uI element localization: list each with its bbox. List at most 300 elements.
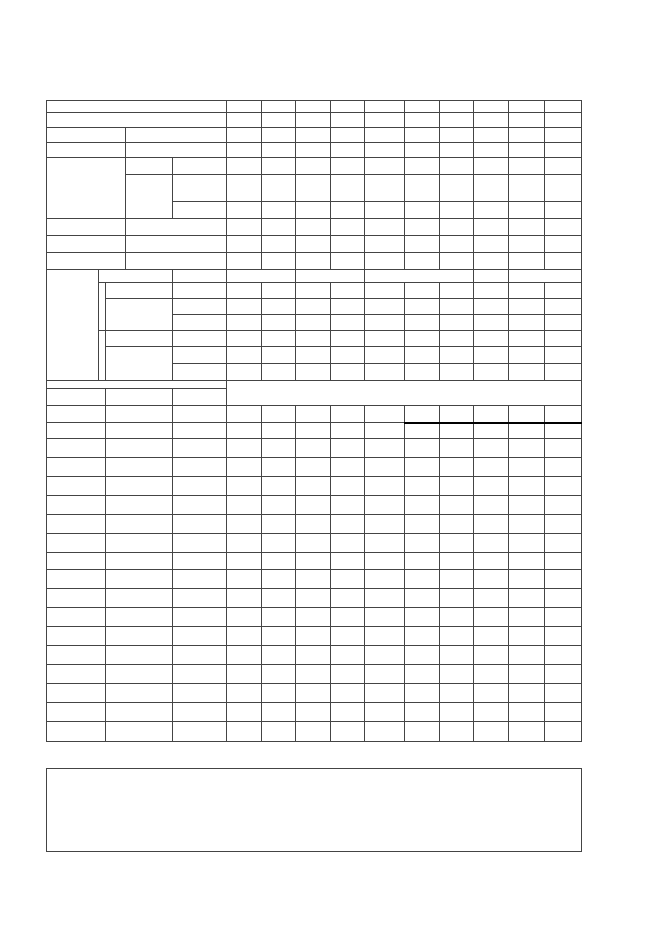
value-cell bbox=[474, 253, 509, 270]
value-cell bbox=[261, 423, 296, 439]
value-cell bbox=[545, 458, 582, 477]
value-cell bbox=[261, 143, 296, 158]
length-max bbox=[173, 646, 227, 665]
length-nominal bbox=[47, 439, 106, 458]
value-cell bbox=[474, 439, 509, 458]
value-cell bbox=[439, 299, 474, 315]
length-nominal bbox=[47, 684, 106, 703]
value-cell bbox=[545, 158, 582, 175]
value-cell bbox=[296, 202, 331, 219]
value-cell bbox=[508, 553, 545, 570]
value-cell bbox=[261, 570, 296, 589]
value-cell bbox=[545, 496, 582, 515]
mass-header bbox=[227, 381, 582, 406]
value-cell bbox=[330, 646, 365, 665]
value-cell bbox=[227, 253, 262, 270]
value-cell bbox=[545, 477, 582, 496]
value-cell bbox=[508, 477, 545, 496]
value-cell bbox=[296, 331, 331, 347]
value-cell bbox=[365, 703, 405, 722]
value-cell bbox=[365, 406, 405, 423]
value-cell bbox=[261, 496, 296, 515]
value-cell bbox=[365, 534, 405, 553]
value-cell bbox=[474, 315, 509, 331]
value-cell bbox=[296, 722, 331, 742]
value-cell bbox=[261, 175, 296, 202]
value-cell bbox=[365, 589, 405, 608]
value-cell bbox=[227, 299, 262, 315]
value-cell bbox=[474, 175, 509, 202]
value-cell bbox=[261, 608, 296, 627]
length-max bbox=[173, 703, 227, 722]
value-cell bbox=[296, 458, 331, 477]
value-cell bbox=[227, 534, 262, 553]
value-cell bbox=[227, 315, 262, 331]
value-cell bbox=[330, 423, 365, 439]
length-nominal bbox=[47, 515, 106, 534]
b-label bbox=[47, 143, 126, 158]
dimensions-table bbox=[46, 100, 582, 742]
value-cell bbox=[365, 553, 405, 570]
size-header bbox=[508, 101, 545, 113]
value-cell bbox=[474, 113, 509, 128]
value-cell bbox=[296, 406, 331, 423]
value-cell bbox=[227, 158, 262, 175]
value-cell bbox=[404, 158, 439, 175]
value-cell bbox=[296, 128, 331, 143]
value-cell bbox=[545, 143, 582, 158]
length-nominal bbox=[47, 458, 106, 477]
value-cell bbox=[439, 143, 474, 158]
value-cell bbox=[365, 143, 405, 158]
length-min bbox=[105, 496, 172, 515]
depth-label bbox=[105, 299, 172, 331]
value-cell bbox=[261, 202, 296, 219]
length-min bbox=[105, 553, 172, 570]
value-cell bbox=[365, 283, 405, 299]
value-cell bbox=[227, 219, 262, 236]
length-min bbox=[105, 406, 172, 423]
value-cell bbox=[404, 175, 439, 202]
value-cell bbox=[296, 219, 331, 236]
length-max bbox=[173, 534, 227, 553]
value-cell bbox=[404, 589, 439, 608]
value-cell bbox=[545, 423, 582, 439]
value-cell bbox=[330, 665, 365, 684]
value-cell bbox=[508, 589, 545, 608]
notes-section bbox=[46, 768, 582, 852]
length-nominal bbox=[47, 627, 106, 646]
value-cell bbox=[330, 113, 365, 128]
value-cell bbox=[296, 684, 331, 703]
value-cell bbox=[508, 364, 545, 381]
value-cell bbox=[508, 253, 545, 270]
value-cell bbox=[296, 646, 331, 665]
value-cell bbox=[365, 722, 405, 742]
pitch-label bbox=[47, 113, 227, 128]
value-cell bbox=[439, 570, 474, 589]
value-cell bbox=[474, 202, 509, 219]
value-cell bbox=[330, 158, 365, 175]
value-cell bbox=[439, 347, 474, 364]
value-cell bbox=[545, 570, 582, 589]
value-cell bbox=[296, 439, 331, 458]
value-cell bbox=[508, 299, 545, 315]
value-cell bbox=[227, 722, 262, 742]
value-cell bbox=[261, 646, 296, 665]
value-cell bbox=[439, 722, 474, 742]
value-cell bbox=[474, 347, 509, 364]
value-cell bbox=[261, 364, 296, 381]
value-cell bbox=[404, 439, 439, 458]
length-max bbox=[173, 684, 227, 703]
length-nominal bbox=[47, 646, 106, 665]
slot-number bbox=[296, 270, 365, 283]
value-cell bbox=[508, 219, 545, 236]
size-header bbox=[330, 101, 365, 113]
value-cell bbox=[227, 236, 262, 253]
value-cell bbox=[404, 477, 439, 496]
value-cell bbox=[404, 722, 439, 742]
value-cell bbox=[404, 627, 439, 646]
value-cell bbox=[330, 589, 365, 608]
value-cell bbox=[404, 283, 439, 299]
value-cell bbox=[296, 113, 331, 128]
value-cell bbox=[439, 202, 474, 219]
length-max bbox=[173, 458, 227, 477]
value-cell bbox=[296, 534, 331, 553]
value-cell bbox=[227, 477, 262, 496]
value-cell bbox=[439, 219, 474, 236]
value-cell bbox=[474, 219, 509, 236]
value-cell bbox=[227, 570, 262, 589]
value-cell bbox=[474, 703, 509, 722]
value-cell bbox=[330, 175, 365, 202]
value-cell bbox=[474, 722, 509, 742]
value-cell bbox=[296, 608, 331, 627]
length-min bbox=[105, 703, 172, 722]
value-cell bbox=[261, 236, 296, 253]
dk-label bbox=[47, 158, 126, 219]
value-cell bbox=[227, 175, 262, 202]
value-cell bbox=[261, 553, 296, 570]
value-cell bbox=[227, 202, 262, 219]
value-cell bbox=[227, 553, 262, 570]
value-cell bbox=[439, 406, 474, 423]
value-cell bbox=[365, 684, 405, 703]
value-cell bbox=[439, 515, 474, 534]
value-cell bbox=[296, 665, 331, 684]
value-cell bbox=[227, 496, 262, 515]
value-cell bbox=[261, 406, 296, 423]
value-cell bbox=[439, 477, 474, 496]
value-cell bbox=[474, 128, 509, 143]
length-nominal bbox=[47, 722, 106, 742]
length-min bbox=[105, 589, 172, 608]
value-cell bbox=[404, 458, 439, 477]
value-cell bbox=[508, 283, 545, 299]
value-cell bbox=[261, 534, 296, 553]
value-cell bbox=[404, 684, 439, 703]
value-cell bbox=[330, 534, 365, 553]
value-cell bbox=[474, 364, 509, 381]
value-cell bbox=[296, 589, 331, 608]
value-cell bbox=[545, 703, 582, 722]
length-nominal bbox=[47, 703, 106, 722]
length-label bbox=[47, 381, 227, 389]
slot-number bbox=[508, 270, 581, 283]
value-cell bbox=[545, 299, 582, 315]
value-cell bbox=[330, 202, 365, 219]
value-cell bbox=[439, 128, 474, 143]
value-cell bbox=[439, 439, 474, 458]
value-cell bbox=[508, 236, 545, 253]
length-nominal bbox=[47, 665, 106, 684]
slot-number bbox=[474, 270, 509, 283]
value-cell bbox=[365, 608, 405, 627]
value-cell bbox=[227, 608, 262, 627]
length-max bbox=[173, 665, 227, 684]
value-cell bbox=[296, 496, 331, 515]
value-cell bbox=[365, 202, 405, 219]
value-cell bbox=[474, 406, 509, 423]
length-min bbox=[105, 646, 172, 665]
value-cell bbox=[365, 158, 405, 175]
value-cell bbox=[545, 331, 582, 347]
value-cell bbox=[261, 158, 296, 175]
length-nominal bbox=[47, 553, 106, 570]
value-cell bbox=[474, 477, 509, 496]
size-header bbox=[365, 101, 405, 113]
sprav-label bbox=[173, 283, 227, 299]
value-cell bbox=[474, 534, 509, 553]
value-cell bbox=[330, 364, 365, 381]
value-cell bbox=[261, 113, 296, 128]
value-cell bbox=[365, 347, 405, 364]
value-cell bbox=[227, 684, 262, 703]
value-cell bbox=[508, 665, 545, 684]
value-cell bbox=[439, 158, 474, 175]
value-cell bbox=[404, 143, 439, 158]
value-cell bbox=[404, 570, 439, 589]
value-cell bbox=[296, 158, 331, 175]
value-cell bbox=[330, 347, 365, 364]
length-nominal bbox=[47, 589, 106, 608]
value-cell bbox=[404, 496, 439, 515]
length-max bbox=[173, 477, 227, 496]
value-cell bbox=[330, 608, 365, 627]
b-condition bbox=[126, 143, 227, 158]
value-cell bbox=[227, 347, 262, 364]
value-cell bbox=[508, 113, 545, 128]
value-cell bbox=[261, 477, 296, 496]
value-cell bbox=[545, 589, 582, 608]
length-nominal bbox=[47, 477, 106, 496]
slot-number-header bbox=[173, 270, 227, 283]
value-cell bbox=[227, 589, 262, 608]
value-cell bbox=[365, 364, 405, 381]
value-cell bbox=[439, 175, 474, 202]
value-cell bbox=[545, 684, 582, 703]
value-cell bbox=[365, 439, 405, 458]
value-cell bbox=[404, 364, 439, 381]
min-label bbox=[173, 315, 227, 331]
value-cell bbox=[404, 299, 439, 315]
k-label bbox=[47, 219, 126, 236]
dk-teor bbox=[126, 158, 173, 175]
value-cell bbox=[474, 299, 509, 315]
length-nominal bbox=[47, 423, 106, 439]
value-cell bbox=[508, 143, 545, 158]
value-cell bbox=[261, 347, 296, 364]
value-cell bbox=[545, 665, 582, 684]
value-cell bbox=[439, 703, 474, 722]
value-cell bbox=[330, 143, 365, 158]
value-cell bbox=[365, 113, 405, 128]
value-cell bbox=[365, 315, 405, 331]
value-cell bbox=[261, 515, 296, 534]
value-cell bbox=[404, 331, 439, 347]
value-cell bbox=[227, 458, 262, 477]
dk-fakt-condition-min bbox=[173, 202, 227, 219]
value-cell bbox=[404, 128, 439, 143]
length-min bbox=[105, 665, 172, 684]
length-min bbox=[105, 515, 172, 534]
value-cell bbox=[261, 331, 296, 347]
value-cell bbox=[227, 515, 262, 534]
length-min bbox=[105, 439, 172, 458]
value-cell bbox=[227, 665, 262, 684]
value-cell bbox=[404, 253, 439, 270]
value-cell bbox=[545, 202, 582, 219]
value-cell bbox=[330, 515, 365, 534]
value-cell bbox=[474, 236, 509, 253]
value-cell bbox=[439, 496, 474, 515]
value-cell bbox=[474, 570, 509, 589]
size-header bbox=[227, 101, 262, 113]
length-max bbox=[173, 608, 227, 627]
value-cell bbox=[545, 315, 582, 331]
value-cell bbox=[296, 364, 331, 381]
value-cell bbox=[296, 236, 331, 253]
value-cell bbox=[296, 515, 331, 534]
x-condition bbox=[126, 253, 227, 270]
length-min bbox=[105, 570, 172, 589]
slot-number bbox=[227, 270, 296, 283]
value-cell bbox=[330, 627, 365, 646]
thread-header bbox=[47, 101, 227, 113]
value-cell bbox=[261, 315, 296, 331]
min-header bbox=[105, 389, 172, 406]
size-header bbox=[261, 101, 296, 113]
value-cell bbox=[508, 570, 545, 589]
value-cell bbox=[439, 684, 474, 703]
value-cell bbox=[545, 608, 582, 627]
value-cell bbox=[439, 608, 474, 627]
x-label bbox=[47, 253, 126, 270]
value-cell bbox=[545, 253, 582, 270]
value-cell bbox=[296, 477, 331, 496]
value-cell bbox=[296, 283, 331, 299]
dk-fakt bbox=[126, 175, 173, 219]
value-cell bbox=[330, 439, 365, 458]
value-cell bbox=[365, 219, 405, 236]
value-cell bbox=[261, 439, 296, 458]
length-nominal bbox=[47, 406, 106, 423]
length-nominal bbox=[47, 570, 106, 589]
value-cell bbox=[404, 534, 439, 553]
value-cell bbox=[474, 158, 509, 175]
value-cell bbox=[296, 570, 331, 589]
length-min bbox=[105, 534, 172, 553]
value-cell bbox=[365, 570, 405, 589]
value-cell bbox=[508, 158, 545, 175]
value-cell bbox=[365, 253, 405, 270]
value-cell bbox=[330, 477, 365, 496]
value-cell bbox=[261, 627, 296, 646]
min-label bbox=[173, 364, 227, 381]
value-cell bbox=[365, 175, 405, 202]
value-cell bbox=[330, 283, 365, 299]
size-header bbox=[439, 101, 474, 113]
k-condition bbox=[126, 219, 227, 236]
value-cell bbox=[296, 703, 331, 722]
length-min bbox=[105, 722, 172, 742]
value-cell bbox=[261, 458, 296, 477]
value-cell bbox=[474, 684, 509, 703]
value-cell bbox=[508, 722, 545, 742]
length-max bbox=[173, 515, 227, 534]
value-cell bbox=[474, 496, 509, 515]
value-cell bbox=[439, 423, 474, 439]
value-cell bbox=[296, 423, 331, 439]
value-cell bbox=[296, 175, 331, 202]
value-cell bbox=[330, 703, 365, 722]
value-cell bbox=[404, 219, 439, 236]
value-cell bbox=[330, 128, 365, 143]
value-cell bbox=[508, 534, 545, 553]
value-cell bbox=[365, 496, 405, 515]
value-cell bbox=[261, 722, 296, 742]
value-cell bbox=[545, 553, 582, 570]
value-cell bbox=[227, 406, 262, 423]
value-cell bbox=[330, 331, 365, 347]
length-min bbox=[105, 627, 172, 646]
value-cell bbox=[365, 515, 405, 534]
value-cell bbox=[261, 253, 296, 270]
value-cell bbox=[508, 315, 545, 331]
value-cell bbox=[545, 406, 582, 423]
length-max bbox=[173, 627, 227, 646]
value-cell bbox=[404, 315, 439, 331]
length-max bbox=[173, 406, 227, 423]
value-cell bbox=[545, 515, 582, 534]
value-cell bbox=[365, 627, 405, 646]
m-label bbox=[105, 331, 172, 347]
value-cell bbox=[508, 202, 545, 219]
value-cell bbox=[439, 364, 474, 381]
value-cell bbox=[404, 202, 439, 219]
dk-teor-condition bbox=[173, 158, 227, 175]
value-cell bbox=[474, 423, 509, 439]
value-cell bbox=[261, 299, 296, 315]
value-cell bbox=[508, 646, 545, 665]
length-min bbox=[105, 684, 172, 703]
value-cell bbox=[439, 646, 474, 665]
sprav-label bbox=[173, 331, 227, 347]
size-header bbox=[545, 101, 582, 113]
length-min bbox=[105, 423, 172, 439]
